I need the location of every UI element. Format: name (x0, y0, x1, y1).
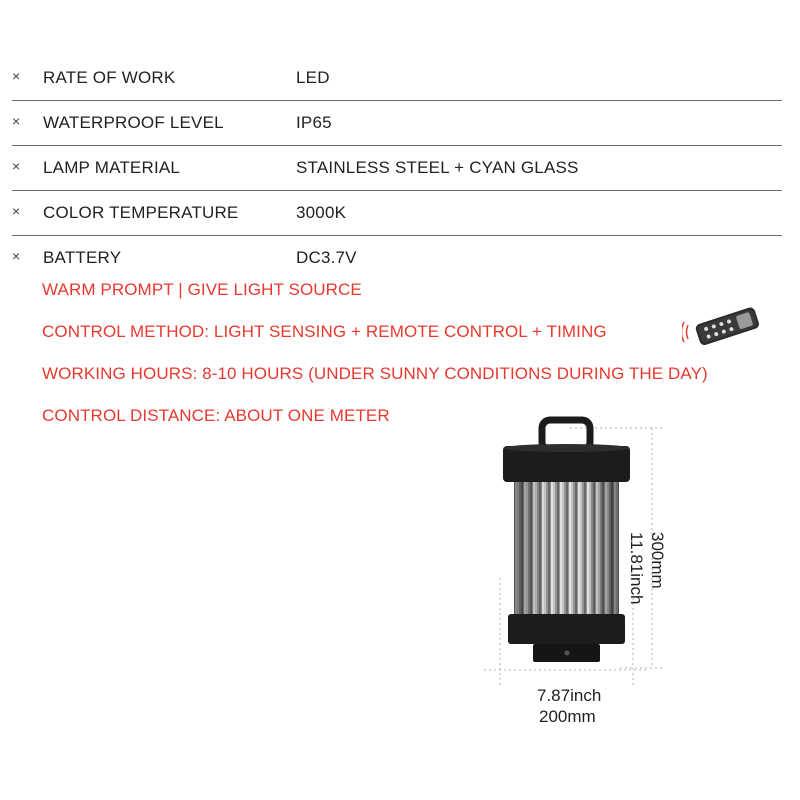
row-x-icon: × (12, 203, 21, 219)
control-distance-note: CONTROL DISTANCE: ABOUT ONE METER (42, 406, 390, 425)
width-mm-label: 200mm (539, 707, 596, 726)
spec-value: DC3.7V (296, 248, 357, 267)
spec-row (12, 236, 782, 280)
height-mm-label: 300mm (648, 532, 667, 589)
spec-label: RATE OF WORK (43, 68, 176, 87)
lamp-diagram (470, 410, 720, 740)
spec-label: BATTERY (43, 248, 122, 267)
spec-row (12, 101, 782, 146)
row-x-icon: × (12, 248, 21, 264)
working-hours-note: WORKING HOURS: 8-10 HOURS (UNDER SUNNY CONDITIONS DURING THE DAY) (42, 364, 708, 383)
spec-row (12, 191, 782, 236)
spec-row (12, 56, 782, 101)
spec-label: COLOR TEMPERATURE (43, 203, 239, 222)
row-x-icon: × (12, 158, 21, 174)
control-method-note: CONTROL METHOD: LIGHT SENSING + REMOTE CONTROL + TIMING (42, 322, 607, 341)
spec-row (12, 146, 782, 191)
spec-label: WATERPROOF LEVEL (43, 113, 224, 132)
spec-value: LED (296, 68, 330, 87)
height-dimension (626, 532, 668, 604)
height-inch-label: 11.81inch (627, 532, 646, 605)
row-x-icon: × (12, 113, 21, 129)
width-inch-label: 7.87inch (537, 686, 602, 705)
remote-control-icon (682, 303, 768, 347)
spec-value: IP65 (296, 113, 332, 132)
spec-value: 3000K (296, 203, 347, 222)
row-x-icon: × (12, 68, 21, 84)
spec-label: LAMP MATERIAL (43, 158, 181, 177)
warm-prompt-note: WARM PROMPT | GIVE LIGHT SOURCE (42, 280, 362, 299)
spec-table (12, 56, 782, 280)
spec-value: STAINLESS STEEL + CYAN GLASS (296, 158, 579, 177)
